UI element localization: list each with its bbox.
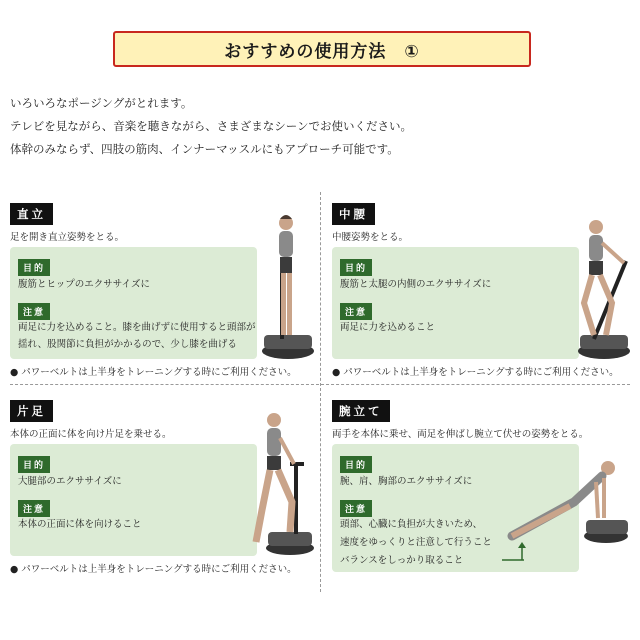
info-box [332,247,579,359]
one-leg-figure-illustration [250,410,314,556]
caution-tag: 注意 [340,500,372,517]
vertical-divider [320,192,321,592]
caution-tag: 注意 [18,500,50,517]
caution-text: 揺れ、股関節に負担がかかるので、少し膝を曲げる [18,339,237,350]
panel-standing [10,203,310,393]
purpose-tag: 目的 [18,259,50,276]
purpose-text: 腹筋とヒップのエクササイズに [18,279,150,290]
caution-text: 本体の正面に体を向けること [18,519,142,530]
panel-half-squat [332,203,632,393]
intro-text [10,92,630,161]
purpose-text: 腹筋と太腿の内側のエクササイズに [340,279,492,290]
caution-tag: 注意 [340,303,372,320]
panel-description: 両手を本体に乗せ、両足を伸ばし腕立て伏せの姿勢をとる。 [332,429,589,440]
caution-text: 速度をゆっくりと注意して行うこと [340,537,492,548]
belt-note: ● パワーベルトは上半身をトレーニングする時にご利用ください。 [332,367,619,378]
panel-heading: 腕立て [332,400,390,422]
belt-note: ● パワーベルトは上半身をトレーニングする時にご利用ください。 [10,367,297,378]
up-arrow-icon [502,540,532,564]
panel-heading: 直立 [10,203,53,225]
intro-line: 体幹のみならず、四肢の筋肉、インナーマッスルにもアプローチ可能です。 [10,142,399,156]
panel-heading: 片足 [10,400,53,422]
purpose-tag: 目的 [340,259,372,276]
panel-description: 中腰姿勢をとる。 [332,232,409,243]
caution-tag: 注意 [18,303,50,320]
panel-one-leg [10,400,310,590]
panel-description: 本体の正面に体を向け片足を乗せる。 [10,429,172,440]
push-up-figure-illustration [504,452,632,552]
page-title: おすすめの使用方法 ① [113,31,531,67]
panel-heading: 中腰 [332,203,375,225]
belt-note: ● パワーベルトは上半身をトレーニングする時にご利用ください。 [10,564,297,575]
purpose-tag: 目的 [340,456,372,473]
caution-text: 頭部、心臓に負担が大きいため、 [340,519,483,530]
panel-description: 足を開き直立姿勢をとる。 [10,232,125,243]
caution-text: バランスをしっかり取ること [340,555,464,566]
info-box [10,444,257,556]
purpose-text: 大腿部のエクササイズに [18,476,122,487]
info-box [10,247,257,359]
half-squat-figure-illustration [576,217,632,362]
intro-line: テレビを見ながら、音楽を聴きながら、さまざまなシーンでお使いください。 [10,119,413,133]
caution-text: 両足に力を込めること [340,322,436,333]
standing-figure-illustration [260,211,316,361]
panel-push-up [332,400,632,580]
purpose-tag: 目的 [18,456,50,473]
caution-text: 両足に力を込めること。膝を曲げずに使用すると頭部が [18,322,256,333]
intro-line: いろいろなポージングがとれます。 [10,96,193,110]
purpose-text: 腕、肩、胸部のエクササイズに [340,476,473,487]
